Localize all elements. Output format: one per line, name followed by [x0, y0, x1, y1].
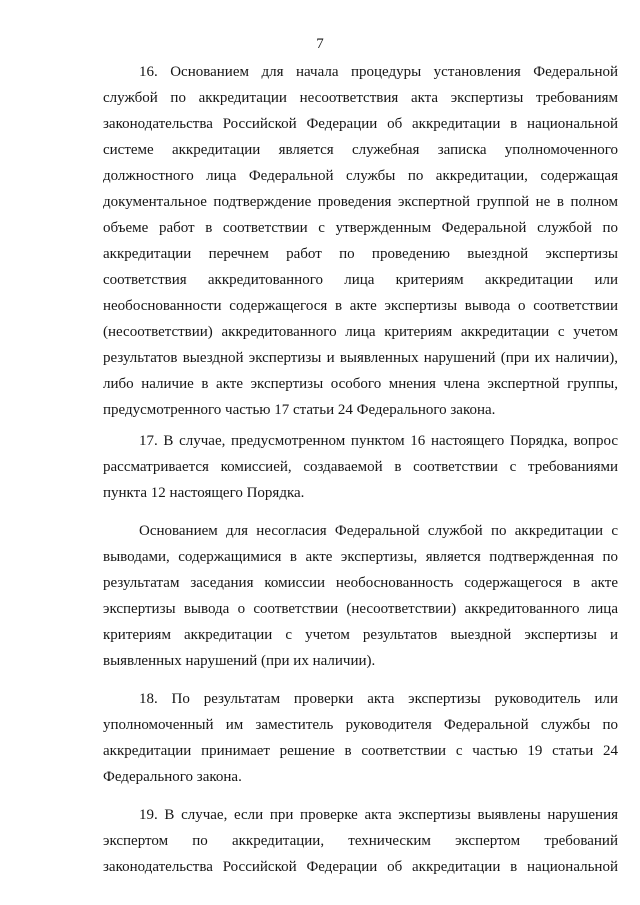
text-line: законодательства Российской Федерации об аккредитации в национальной — [103, 116, 618, 132]
text-line: Федерального закона. — [103, 769, 242, 785]
text-line: аккредитации перечнем работ по проведению выездной экспертизы — [103, 246, 618, 262]
text-line: выявленных нарушений (при их наличии). — [103, 653, 376, 669]
document-body — [103, 59, 618, 880]
text-line: (несоответствии) аккредитованного лица критериям аккредитации с учетом — [103, 324, 618, 340]
text-line: результатам заседания комиссии необоснованность содержащегося в акте — [103, 575, 618, 591]
text-line: критериям аккредитации с учетом результатов выездной экспертизы и — [103, 627, 618, 643]
text-line: экспертом по аккредитации, техническим экспертом требований — [103, 833, 618, 849]
text-line: уполномоченный им заместитель руководителя Федеральной службы по — [103, 717, 618, 733]
text-line: Основанием для несогласия Федеральной службой по аккредитации с — [139, 523, 618, 539]
text-line: необоснованности содержащегося в акте экспертизы вывода о соответствии — [103, 298, 618, 314]
paragraph-19 — [103, 802, 618, 880]
page-number: 7 — [316, 36, 324, 52]
text-line: службой по аккредитации несоответствия акта экспертизы требованиям — [103, 90, 618, 106]
text-line: выводами, содержащимися в акте экспертизы, является подтвержденная по — [103, 549, 618, 565]
paragraph-18 — [103, 686, 618, 790]
paragraph-17-continuation — [103, 518, 618, 674]
text-line: аккредитации принимает решение в соответствии с частью 19 статьи 24 — [103, 743, 618, 759]
text-line: предусмотренного частью 17 статьи 24 Федерального закона. — [103, 402, 496, 418]
paragraph-17 — [103, 428, 618, 506]
text-line: 17. В случае, предусмотренном пунктом 16 настоящего Порядка, вопрос — [139, 433, 618, 449]
text-line: соответствия аккредитованного лица критериям аккредитации или — [103, 272, 618, 288]
text-line: рассматривается комиссией, создаваемой в соответствии с требованиями — [103, 459, 618, 475]
text-line: документальное подтверждение проведения экспертной группой не в полном — [103, 194, 618, 210]
text-line: законодательства Российской Федерации об аккредитации в национальной — [103, 859, 618, 875]
text-line: результатов выездной экспертизы и выявленных нарушений (при их наличии), — [103, 350, 618, 366]
text-line: системе аккредитации является служебная записка уполномоченного — [103, 142, 618, 158]
text-line: 18. По результатам проверки акта экспертизы руководитель или — [139, 691, 618, 707]
text-line: 19. В случае, если при проверке акта экспертизы выявлены нарушения — [139, 807, 618, 823]
text-line: должностного лица Федеральной службы по аккредитации, содержащая — [103, 168, 618, 184]
text-line: пункта 12 настоящего Порядка. — [103, 485, 305, 501]
text-line: 16. Основанием для начала процедуры установления Федеральной — [139, 64, 618, 80]
text-line: объеме работ в соответствии с утвержденным Федеральной службой по — [103, 220, 618, 236]
text-line: либо наличие в акте экспертизы особого мнения члена экспертной группы, — [103, 376, 618, 392]
paragraph-16 — [103, 59, 618, 423]
text-line: экспертизы вывода о соответствии (несоответствии) аккредитованного лица — [103, 601, 618, 617]
